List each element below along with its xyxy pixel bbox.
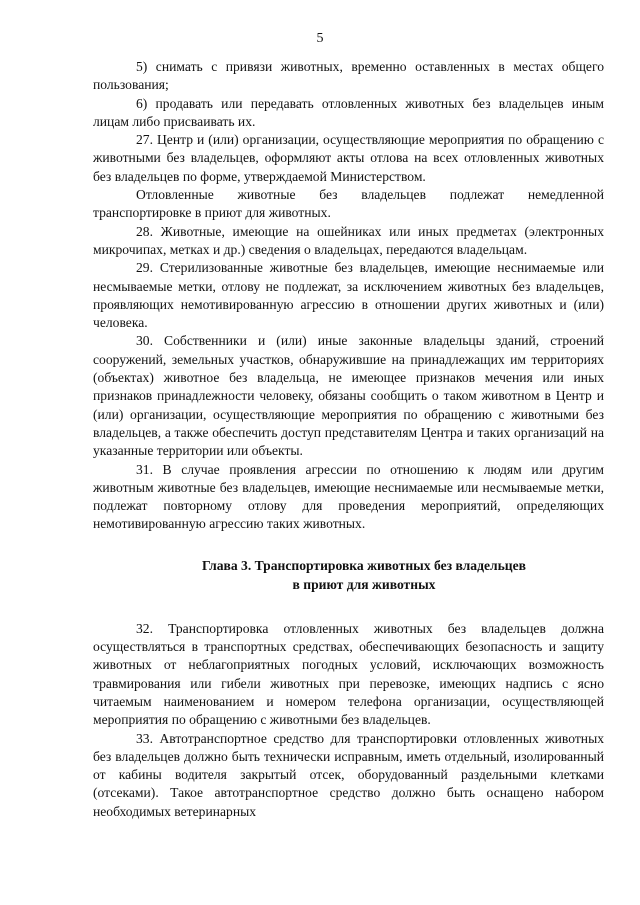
chapter-heading-line-2: в приют для животных xyxy=(292,576,436,592)
paragraph-28: 28. Животные, имеющие на ошейниках или иных предметах (электронных микрочипах, метках и др.) сведения о владельцах, передаются владельцам. xyxy=(93,223,604,257)
chapter-heading xyxy=(93,556,604,594)
paragraph-30: 30. Собственники и (или) иные законные владельцы зданий, строений сооружений, земельных участков, обнаружившие на принадлежащих им территориях (объектах) животное без владельца, не имеющее признаков мечения или иных признаков принадлежности человеку, обязаны сообщить о таком животном в Центр и (или) организации, осуществляющие мероприятия по обращению с животными без владельцев, а также обеспечить доступ представителям Центра и таких организаций на указанные территории или объекты. xyxy=(93,333,604,459)
paragraph-item-6: 6) продавать или передавать отловленных животных без владельцев иным лицам либо присваивать их. xyxy=(93,95,604,129)
paragraph-29: 29. Стерилизованные животные без владельцев, имеющие неснимаемые или несмываемые метки, отлову не подлежат, за исключением животных без владельцев, проявляющих немотивированную агрессию в отношении других животных и (или) человека. xyxy=(93,260,604,331)
paragraph-27: 27. Центр и (или) организации, осуществляющие мероприятия по обращению с животными без владельцев, оформляют акты отлова на всех отловленных животных без владельцев по форме, утверждаемой Министерством. xyxy=(93,132,604,184)
paragraph-32: 32. Транспортировка отловленных животных без владельцев должна осуществляться в транспортных средствах, обеспечивающих безопасность и защиту животных от неблагоприятных погодных условий, исключающих возможность травмирования или гибели животных при перевозке, имеющих надпись с ясно читаемым наименованием и номером телефона организации, осуществляющей мероприятия по обращению с животными без владельцев. xyxy=(93,620,604,728)
paragraph-31: 31. В случае проявления агрессии по отношению к людям или другим животным животные без владельцев, имеющие неснимаемые или несмываемые метки, подлежат повторному отлову для проведения мероприятий, определяющих немотивированную агрессию таких животных. xyxy=(93,461,604,532)
paragraph-item-5: 5) снимать с привязи животных, временно оставленных в местах общего пользования; xyxy=(93,59,604,93)
paragraph-27-continuation: Отловленные животные без владельцев подлежат немедленной транспортировке в приют для животных. xyxy=(93,187,604,221)
page-number: 5 xyxy=(316,31,324,46)
heading-spacer xyxy=(93,594,604,620)
document-body xyxy=(93,58,604,821)
paragraph-33: 33. Автотранспортное средство для транспортировки отловленных животных без владельцев должно быть технически исправным, иметь отдельный, изолированный от кабины водителя закрытый отсек, оборудованный раздельными клетками (отсеками). Такое автотранспортное средство должно быть оснащено набором необходимых ветеринарных xyxy=(93,730,604,819)
chapter-heading-line-1: Глава 3. Транспортировка животных без владельцев xyxy=(201,557,527,573)
